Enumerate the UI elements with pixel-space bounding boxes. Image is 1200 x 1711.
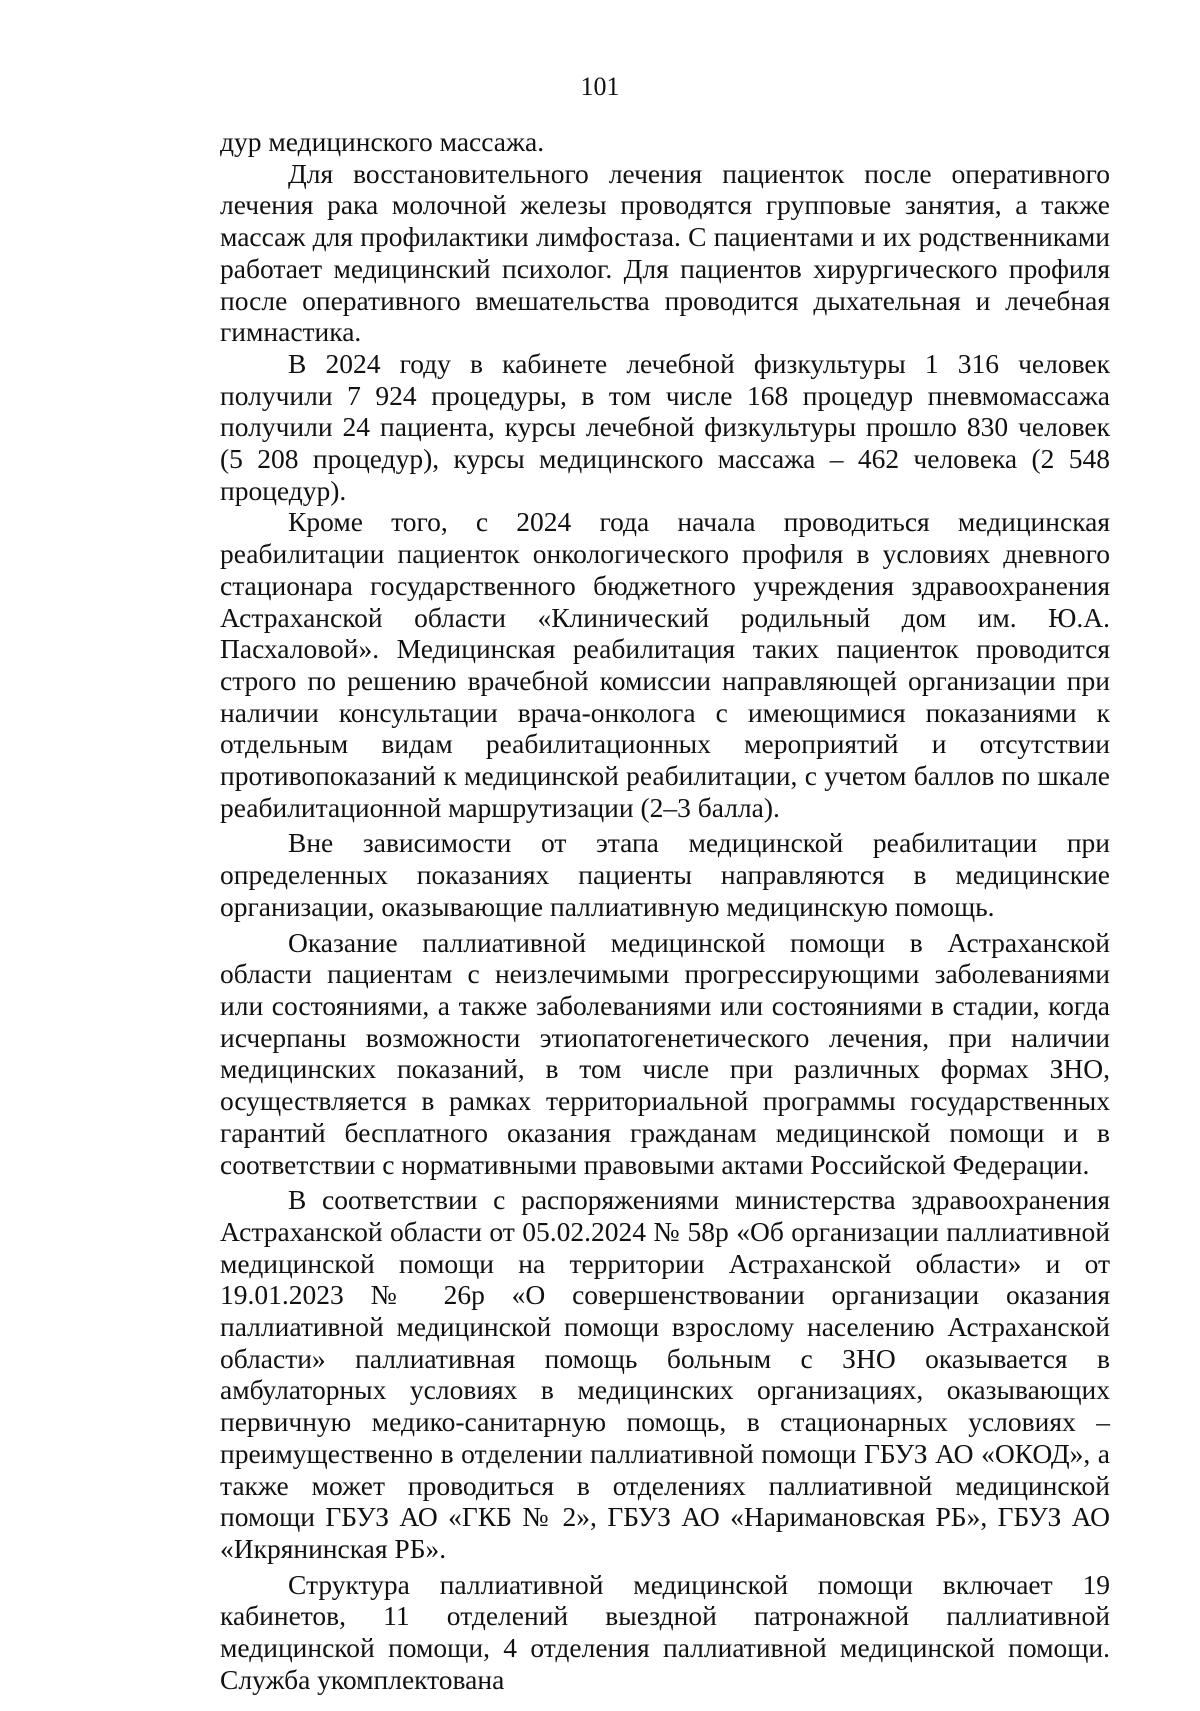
paragraph-palliative-structure: Структура паллиативной медицинской помощи включает 19 кабинетов, 11 отделений выездной патронажной паллиативной медицинской помощи, 4 отделения паллиативной медицинской помощи. Служба укомплектована: [220, 1568, 1110, 1695]
page-body: [220, 126, 1110, 1695]
paragraph-rehab-breast-cancer: Для восстановительного лечения пациенток после оперативного лечения рака молочной железы проводятся групповые занятия, а также массаж для профилактики лимфостаза. С пациентами и их родственниками работает медицинский психолог. Для пациентов хирургического профиля после оперативного вмешательства проводится дыхательная и лечебная гимнастика.: [220, 157, 1110, 348]
paragraph-day-hospital-rehab: Кроме того, с 2024 года начала проводиться медицинская реабилитации пациенток онкологического профиля в условиях дневного стационара государственного бюджетного учреждения здравоохранения Астраханской области «Клинический родильный дом им. Ю.А. Пасхаловой». Медицинская реабилитация таких пациенток проводится строго по решению врачебной комиссии направляющей организации при наличии консультации врача-онколога с имеющимися показаниями к отдельным видам реабилитационных мероприятий и отсутствии противопоказаний к медицинской реабилитации, с учетом баллов по шкале реабилитационной маршрутизации (2–3 балла).: [220, 506, 1110, 823]
paragraph-palliative-care-provision: Оказание паллиативной медицинской помощи в Астраханской области пациентам с неизлечимыми прогрессирующими заболеваниями или состояниями, а также заболеваниями или состояниями в стадии, когда исчерпаны возможности этиопатогенетического лечения, при наличии медицинских показаний, в том числе при различных формах ЗНО, осуществляется в рамках территориальной программы государственных гарантий бесплатного оказания гражданам медицинской помощи и в соответствии с нормативными правовыми актами Российской Федерации.: [220, 926, 1110, 1180]
paragraph-palliative-referral: Вне зависимости от этапа медицинской реабилитации при определенных показаниях пациенты направляются в медицинские организации, оказывающие паллиативную медицинскую помощь.: [220, 827, 1110, 922]
paragraph-ministry-orders: В соответствии с распоряжениями министерства здравоохранения Астраханской области от 05.02.2024 № 58р «Об организации паллиативной медицинской помощи на территории Астраханской области» и от 19.01.2023 № 26р «О совершенствовании организации оказания паллиативной медицинской помощи взрослому населению Астраханской области» паллиативная помощь больным с ЗНО оказывается в амбулаторных условиях в медицинских организациях, оказывающих первичную медико-санитарную помощь, в стационарных условиях – преимущественно в отделении паллиативной помощи ГБУЗ АО «ОКОД», а также может проводиться в отделениях паллиативной медицинской помощи ГБУЗ АО «ГКБ № 2», ГБУЗ АО «Наримановская РБ», ГБУЗ АО «Икрянинская РБ».: [220, 1184, 1110, 1564]
page-number: 101: [580, 72, 620, 101]
paragraph-continuation: дур медицинского массажа.: [220, 126, 545, 157]
paragraph-2024-statistics: В 2024 году в кабинете лечебной физкультуры 1 316 человек получили 7 924 процедуры, в том числе 168 процедур пневмомассажа получили 24 пациента, курсы лечебной физкультуры прошло 830 человек (5 208 процедур), курсы медицинского массажа – 462 человека (2 548 процедур).: [220, 347, 1110, 506]
